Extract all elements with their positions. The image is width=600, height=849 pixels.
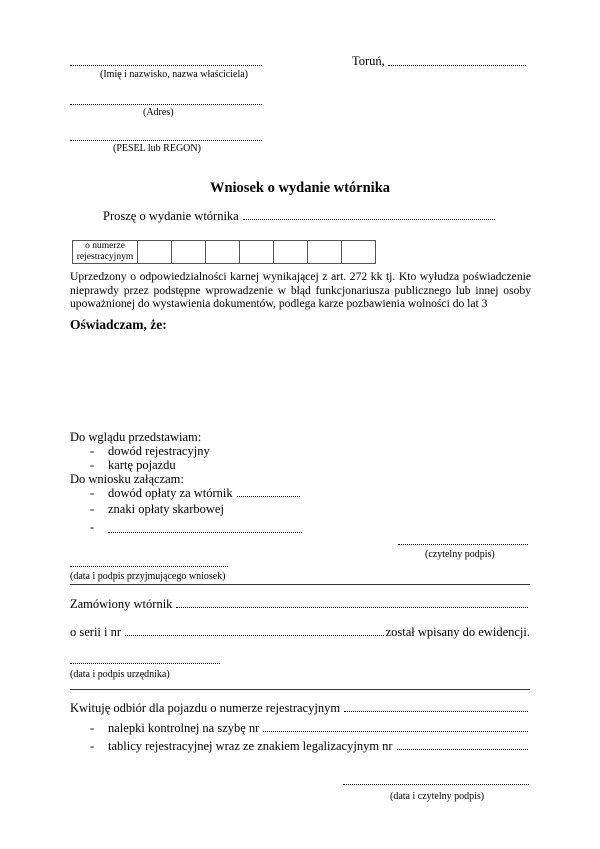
plate-field[interactable]: [397, 749, 528, 750]
reg-cell[interactable]: [342, 241, 376, 264]
legal-warning: Uprzedzony o odpowiedzialności karnej wynikającej z art. 272 kk tj. Kto wyłudza poświadczenie nieprawdy przez podstępne wprowadzenie w błąd funkcjonariusza publicznego lub innej osoby upoważnionej do wystawienia dokumentów, podlega karze pozbawienia wolności do lat 3: [70, 270, 531, 310]
reg-cell[interactable]: [308, 241, 342, 264]
receipt-item-label: tablicy rejestracyjnej wraz ze znakiem legalizacyjnym nr: [108, 739, 393, 753]
receiver-label: (data i podpis przyjmującego wniosek): [70, 571, 226, 582]
receipt-field[interactable]: [344, 711, 528, 712]
divider: [70, 584, 530, 585]
date-field[interactable]: [388, 65, 526, 66]
declare-heading: Oświadczam, że:: [70, 317, 167, 332]
ordered-label: Zamówiony wtórnik: [70, 597, 173, 611]
receipt-item: [108, 740, 530, 753]
place-label: Toruń,: [352, 54, 385, 68]
receipt-item: [108, 722, 530, 735]
ordered-line: [70, 598, 530, 611]
series-field[interactable]: [125, 635, 384, 636]
attached-item: [108, 487, 302, 500]
fee-field[interactable]: [237, 496, 300, 497]
receipt-label: Kwituję odbiór dla pojazdu o numerze rejestracyjnym: [70, 701, 341, 715]
final-signature-field[interactable]: [343, 784, 529, 785]
registration-label: o numerze rejestracyjnym: [73, 241, 138, 264]
divider: [70, 689, 530, 690]
other-attachment-field[interactable]: [108, 532, 302, 533]
bullet-dash: -: [90, 486, 95, 500]
attached-heading: Do wniosku załączam:: [70, 472, 184, 486]
request-line: [103, 210, 497, 223]
reg-cell[interactable]: [138, 241, 172, 264]
pesel-label: (PESEL lub REGON): [113, 143, 201, 154]
reg-cell[interactable]: [172, 241, 206, 264]
owner-name-field[interactable]: [70, 65, 262, 66]
ordered-field[interactable]: [176, 607, 528, 608]
registration-table: [72, 240, 376, 264]
signature-field[interactable]: [398, 544, 528, 545]
clerk-field[interactable]: [70, 663, 220, 664]
receipt-item-label: nalepki kontrolnej na szybę nr: [108, 721, 260, 735]
pesel-field[interactable]: [70, 140, 262, 141]
bullet-dash: -: [90, 721, 95, 735]
sticker-field[interactable]: [263, 731, 528, 732]
presented-item: dowód rejestracyjny: [108, 444, 210, 458]
bullet-dash: -: [90, 520, 95, 534]
signature-label: (czytelny podpis): [425, 549, 495, 560]
presented-heading: Do wglądu przedstawiam:: [70, 430, 202, 444]
reg-cell[interactable]: [274, 241, 308, 264]
reg-cell[interactable]: [240, 241, 274, 264]
final-signature-label: (data i czytelny podpis): [390, 791, 485, 802]
owner-label: (Imię i nazwisko, nazwa właściciela): [100, 69, 248, 80]
bullet-dash: -: [90, 502, 95, 516]
series-suffix: został wpisany do ewidencji.: [385, 625, 530, 639]
page-title: Wniosek o wydanie wtórnika: [209, 180, 391, 196]
series-label: o serii i nr: [70, 625, 122, 639]
bullet-dash: -: [90, 444, 95, 458]
presented-item: kartę pojazdu: [108, 458, 176, 472]
address-field[interactable]: [70, 104, 262, 105]
attached-item: znaki opłaty skarbowej: [108, 502, 224, 516]
series-line: [70, 626, 530, 639]
clerk-label: (data i podpis urzędnika): [70, 669, 170, 680]
receipt-line: [70, 702, 530, 715]
attached-item-label: dowód opłaty za wtórnik: [108, 486, 233, 500]
bullet-dash: -: [90, 739, 95, 753]
bullet-dash: -: [90, 458, 95, 472]
receiver-field[interactable]: [70, 566, 228, 567]
address-label: (Adres): [143, 107, 174, 118]
request-field[interactable]: [243, 219, 495, 220]
request-label: Proszę o wydanie wtórnika: [103, 209, 239, 223]
reg-cell[interactable]: [206, 241, 240, 264]
